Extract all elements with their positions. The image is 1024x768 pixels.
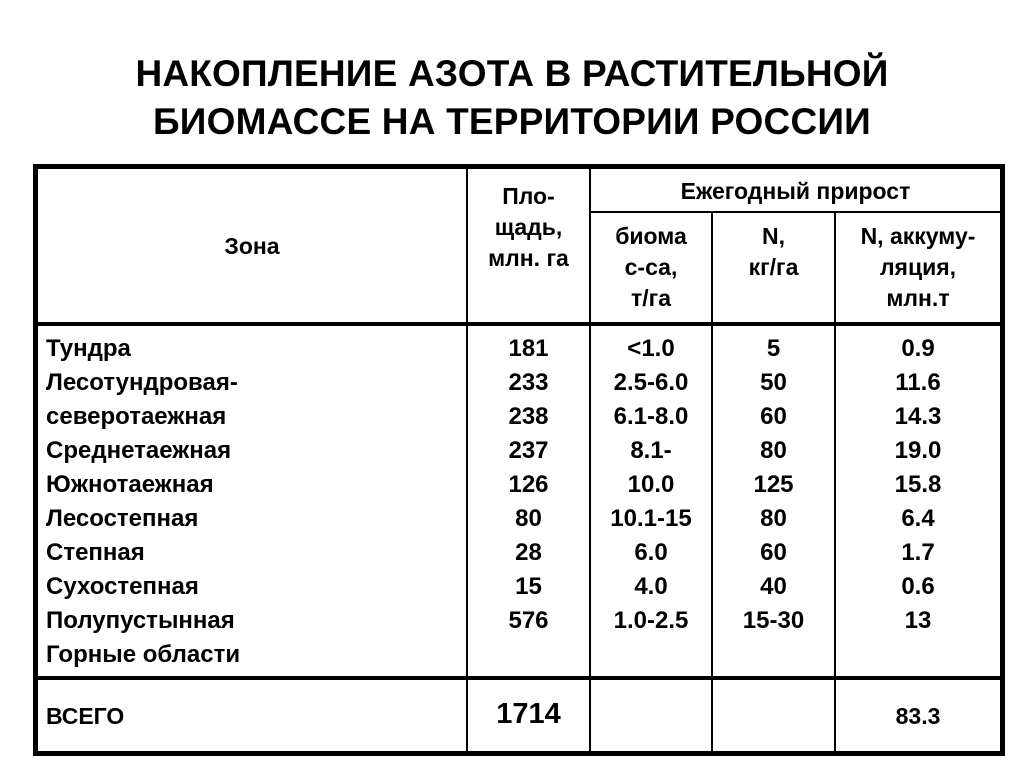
zone-cell: Тундра — [46, 335, 131, 362]
n-accum-cell: 0.9 — [901, 335, 935, 362]
n-kg-cell: 40 — [760, 573, 787, 600]
title-line-1: НАКОПЛЕНИЕ АЗОТА В РАСТИТЕЛЬНОЙ — [135, 53, 889, 94]
n-kg-cell: 80 — [760, 505, 787, 532]
total-divider — [38, 676, 1000, 680]
header-area — [468, 181, 589, 274]
total-label: ВСЕГО — [46, 703, 125, 729]
n-accum-cell: 13 — [904, 607, 932, 634]
area-cell: 233 — [508, 369, 549, 396]
area-cell: 238 — [508, 403, 549, 430]
header-zone: Зона — [224, 233, 280, 259]
area-cell: 237 — [508, 437, 549, 464]
n-accum-cell: 0.6 — [901, 573, 935, 600]
biomass-column — [591, 332, 711, 638]
header-annual-growth: Ежегодный прирост — [680, 178, 911, 204]
biomass-cell: 1.0-2.5 — [613, 607, 689, 634]
n-accum-cell: 1.7 — [901, 539, 935, 566]
area-cell: 80 — [515, 505, 542, 532]
zone-cell: Горные области — [46, 641, 241, 668]
total-area: 1714 — [496, 698, 561, 730]
biomass-cell: 10.1-15 — [610, 505, 692, 532]
zone-cell: Среднетаежная — [46, 437, 232, 464]
n-accum-cell: 14.3 — [894, 403, 942, 430]
n-accum-cell: 19.0 — [894, 437, 942, 464]
zone-cell: Лесотундровая- — [46, 369, 238, 396]
page-title — [0, 50, 1024, 146]
header-n-kg-line-1: N, — [762, 223, 785, 249]
subheader-divider — [591, 211, 1000, 213]
n-kg-cell: 5 — [766, 335, 781, 362]
n-accum-cell: 6.4 — [901, 505, 935, 532]
header-biomass-line-1: биома — [615, 223, 687, 249]
header-biomass-line-3: т/га — [630, 285, 672, 311]
header-biomass-line-2: с-са, — [624, 254, 678, 280]
n-accum-cell: 11.6 — [895, 369, 941, 396]
n-kg-cell: 80 — [760, 437, 787, 464]
header-n-kg — [713, 221, 834, 283]
total-n-accum: 83.3 — [895, 703, 941, 729]
n-kg-cell: 125 — [753, 471, 794, 498]
header-n-accum — [836, 221, 1000, 314]
header-n-accum-line-3: млн.т — [886, 285, 950, 311]
zone-cell: Полупустынная — [46, 607, 235, 634]
area-cell: 126 — [508, 471, 549, 498]
n-kg-cell: 60 — [760, 403, 787, 430]
biomass-cell: 4.0 — [634, 573, 668, 600]
n-kg-column — [713, 332, 834, 638]
n-accum-cell: 15.8 — [894, 471, 942, 498]
header-area-line-2: щадь, — [494, 214, 563, 240]
area-cell: 28 — [515, 539, 542, 566]
header-area-line-3: млн. га — [488, 245, 569, 271]
header-biomass — [591, 221, 711, 314]
biomass-cell: 8.1- — [630, 437, 672, 464]
header-divider — [38, 322, 1000, 326]
zone-cell: Сухостепная — [46, 573, 199, 600]
biomass-cell: 6.1-8.0 — [613, 403, 689, 430]
area-column — [468, 332, 589, 638]
header-n-kg-line-2: кг/га — [748, 254, 799, 280]
n-kg-cell: 50 — [760, 369, 787, 396]
header-n-accum-line-1: N, аккуму- — [860, 223, 976, 249]
area-cell: 576 — [508, 607, 549, 634]
area-cell: 181 — [508, 335, 549, 362]
nitrogen-table — [33, 164, 1005, 756]
zone-column — [46, 332, 456, 672]
title-line-2: БИОМАССЕ НА ТЕРРИТОРИИ РОССИИ — [153, 101, 871, 142]
n-accum-column — [836, 332, 1000, 638]
header-n-accum-line-2: ляция, — [879, 254, 957, 280]
zone-cell: Степная — [46, 539, 145, 566]
header-area-line-1: Пло- — [502, 183, 555, 209]
biomass-cell: <1.0 — [627, 335, 675, 362]
biomass-cell: 10.0 — [627, 471, 675, 498]
area-cell: 15 — [515, 573, 542, 600]
biomass-cell: 2.5-6.0 — [613, 369, 689, 396]
zone-cell: Лесостепная — [46, 505, 199, 532]
n-kg-cell: 15-30 — [742, 607, 805, 634]
n-kg-cell: 60 — [760, 539, 787, 566]
zone-cell: Южнотаежная — [46, 471, 214, 498]
biomass-cell: 6.0 — [634, 539, 668, 566]
zone-cell: северотаежная — [46, 403, 227, 430]
